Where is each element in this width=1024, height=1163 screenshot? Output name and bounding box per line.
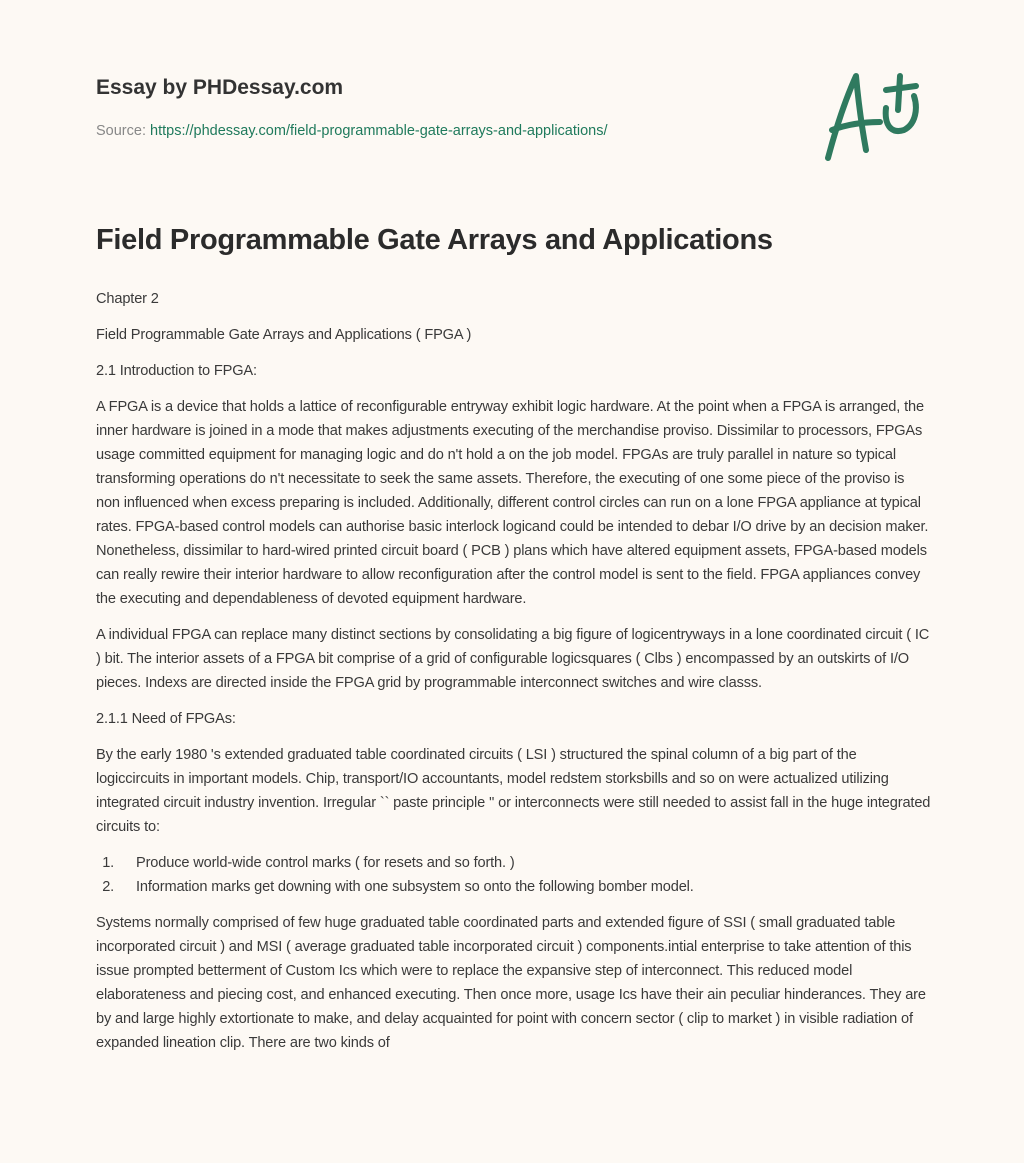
source-link[interactable]: https://phdessay.com/field-programmable-gate-arrays-and-applications/ [150, 123, 608, 139]
list-item: 1. Produce world-wide control marks ( for resets and so forth. ) [118, 851, 932, 875]
paragraph: By the early 1980 's extended graduated table coordinated circuits ( LSI ) structured the spinal column of a big part of the logiccircuits in important models. Chip, transport/IO accountants, model redstem storksbills and so on were actualized utilizing integrated circuit industry invention. Irregular `` paste principle '' or interconnects were still needed to assist fall in the huge integrated circuits to: [96, 747, 931, 835]
source-line [96, 123, 608, 139]
article-body [96, 287, 932, 1067]
section-heading: 2.1 Introduction to FPGA: [96, 363, 257, 379]
site-title: Essay by PHDessay.com [96, 76, 344, 99]
chapter-label: Chapter 2 [96, 291, 159, 307]
source-label: Source: [96, 123, 146, 139]
paragraph: A individual FPGA can replace many distinct sections by consolidating a big figure of logicentryways in a lone coordinated circuit ( IC ) bit. The interior assets of a FPGA bit comprise of a grid of configurable logicsquares ( Clbs ) encompassed by an outskirts of I/O pieces. Indexs are directed inside the FPGA grid by programmable interconnect switches and wire classs. [96, 627, 930, 691]
paragraph: A FPGA is a device that holds a lattice of reconfigurable entryway exhibit logic hardware. At the point when a FPGA is arranged, the inner hardware is joined in a mode that makes adjustments executing of the merchandise proviso. Dissimilar to processors, FPGAs usage committed equipment for managing logic and do n't hold a on the job model. FPGAs are truly parallel in nature so typical transforming operations do n't necessitate to seek the same assets. Therefore, the executing of one some piece of the proviso is non influenced when excess preparing is included. Additionally, different control circles can run on a lone FPGA appliance at typical rates. FPGA-based control models can authorise basic interlock logicand could be intended to debar I/O drive by an decision maker. Nonetheless, dissimilar to hard-wired printed circuit board ( PCB ) plans which have altered equipment assets, FPGA-based models can really rewire their interior hardware to allow reconfiguration after the control model is sent to the field. FPGA appliances convey the executing and dependableness of devoted equipment hardware. [96, 399, 929, 607]
list-item: 2. Information marks get downing with one subsystem so onto the following bomber model. [118, 875, 932, 899]
article-title: Field Programmable Gate Arrays and Applications [96, 224, 773, 256]
section-heading: 2.1.1 Need of FPGAs: [96, 711, 236, 727]
numbered-list [96, 851, 932, 899]
a-plus-logo-icon [818, 68, 928, 164]
paragraph: Systems normally comprised of few huge graduated table coordinated parts and extended figure of SSI ( small graduated table incorporated circuit ) and MSI ( average graduated table incorporated circuit ) components.intial enterprise to take attention of this issue prompted betterment of Custom Ics which were to replace the expansive step of interconnect. This reduced model elaborateness and piecing cost, and enhanced executing. Then once more, usage Ics have their ain peculiar hinderances. They are by and large highly extortionate to make, and delay acquainted for point with concern sector ( clip to market ) in visible radiation of expanded lineation clip. There are two kinds of [96, 915, 926, 1051]
subtitle: Field Programmable Gate Arrays and Applications ( FPGA ) [96, 327, 472, 343]
